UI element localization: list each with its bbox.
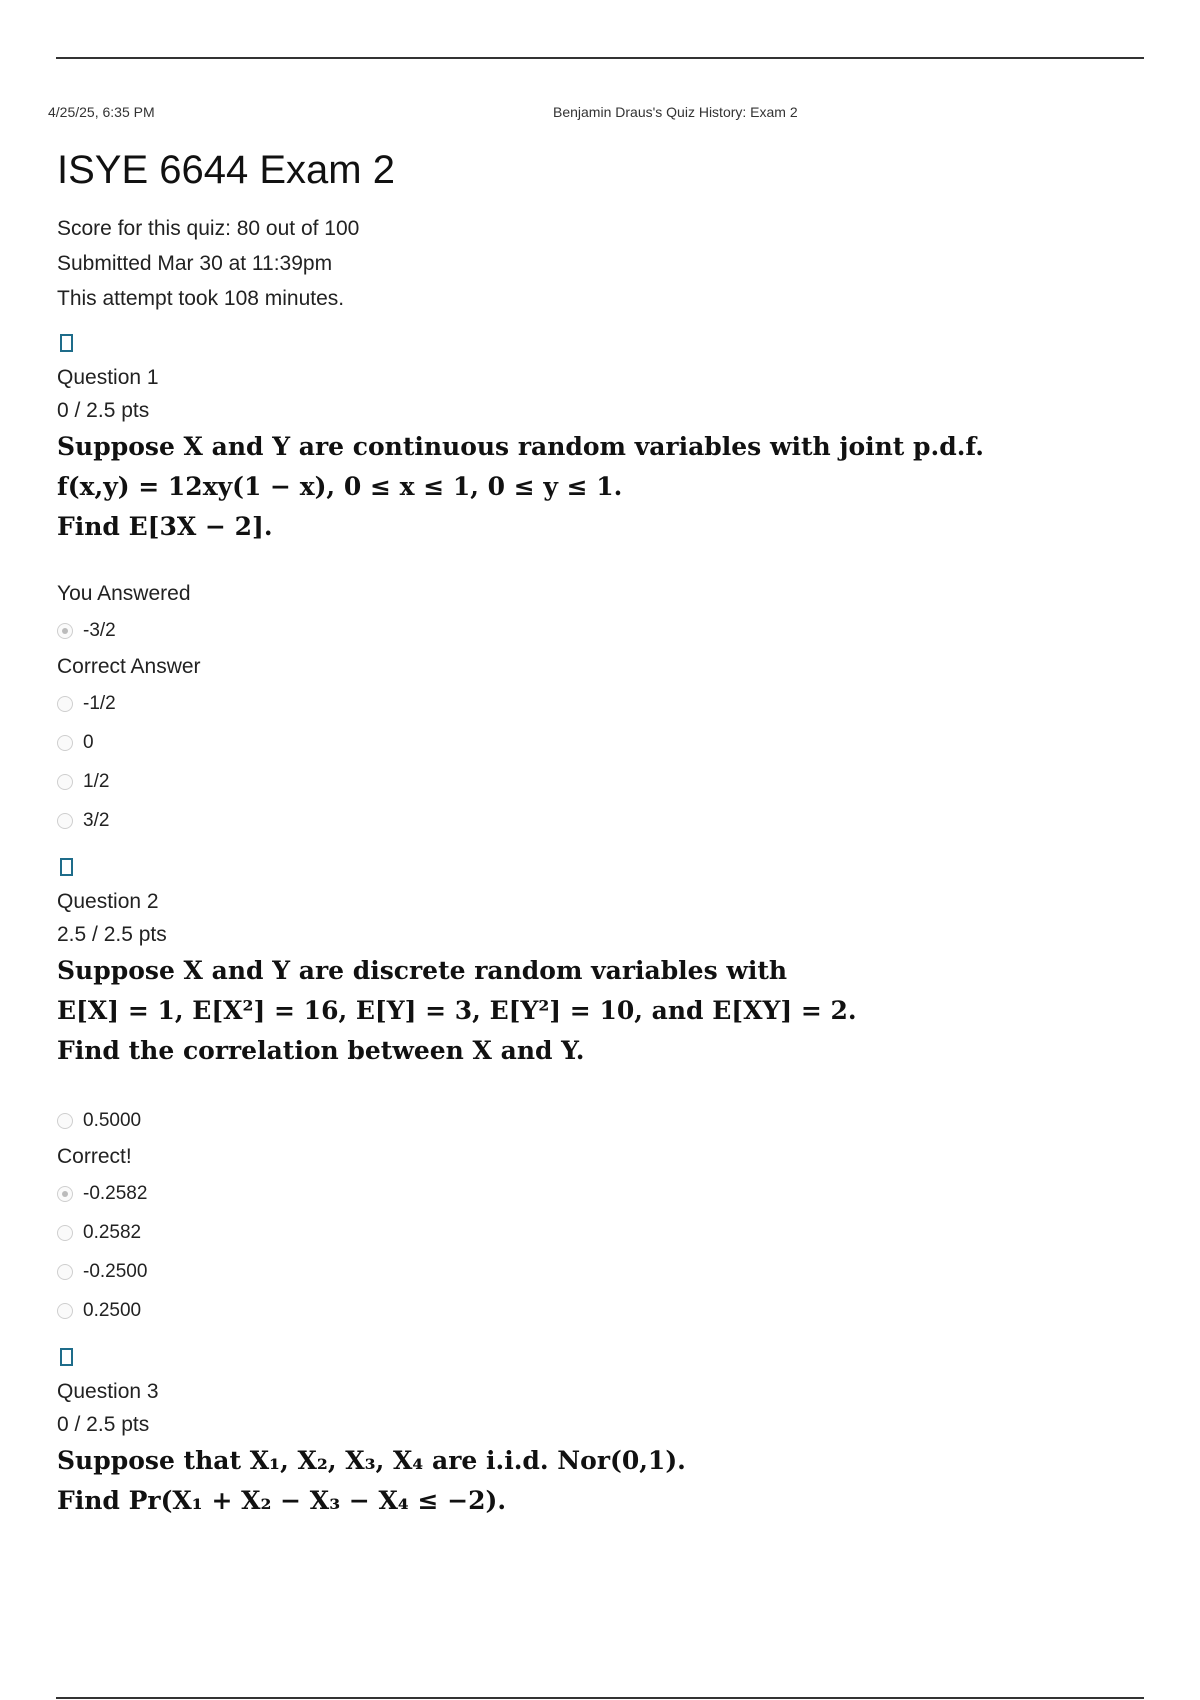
answer-option[interactable] [57,1174,1137,1213]
quiz-submitted: Submitted Mar 30 at 11:39pm [57,252,333,275]
question-points: 2.5 / 2.5 pts [57,923,167,946]
print-document-title: Benjamin Draus's Quiz History: Exam 2 [553,104,798,120]
bottom-rule [56,1697,1144,1699]
flag-question-icon[interactable] [60,334,73,352]
quiz-meta [57,211,1137,316]
question-text-line: f(x,y) = 12xy(1 − x), 0 ≤ x ≤ 1, 0 ≤ y ≤ 1. [57,472,623,501]
radio-icon[interactable] [57,735,73,751]
answer-option-label: 1/2 [83,770,110,792]
question-text-line: Find E[3X − 2]. [57,512,273,541]
answer-option-label: 3/2 [83,809,110,831]
radio-icon[interactable] [57,696,73,712]
question-2 [57,840,1137,1330]
quiz-duration: This attempt took 108 minutes. [57,287,345,310]
quiz-content [57,143,1137,1521]
question-text-line: Find the correlation between X and Y. [57,1036,585,1065]
radio-icon[interactable] [57,1113,73,1129]
quiz-score: Score for this quiz: 80 out of 100 [57,217,360,240]
answer-option-label: -0.2582 [83,1182,148,1204]
question-title: Question 2 [57,890,159,913]
answer-option[interactable] [57,611,1137,650]
answer-option-label: -0.2500 [83,1260,148,1282]
radio-icon[interactable] [57,774,73,790]
answer-option-label: -3/2 [83,619,116,641]
question-text-line: E[X] = 1, E[X²] = 16, E[Y] = 3, E[Y²] = 10, and E[XY] = 2. [57,996,857,1025]
answer-option[interactable] [57,1252,1137,1291]
answer-option-label: 0.5000 [83,1109,142,1131]
print-date: 4/25/25, 6:35 PM [48,104,155,120]
answer-option[interactable] [57,1101,1137,1140]
answer-option[interactable] [57,723,1137,762]
question-text-line: Suppose X and Y are continuous random variables with joint p.d.f. [57,432,984,461]
answer-option-label: 0.2500 [83,1299,142,1321]
question-points: 0 / 2.5 pts [57,399,150,422]
question-text-line: Find Pr(X₁ + X₂ − X₃ − X₄ ≤ −2). [57,1486,507,1515]
answer-option-label: 0.2582 [83,1221,142,1243]
answer-option-label: 0 [83,731,94,753]
question-title: Question 1 [57,366,159,389]
radio-icon[interactable] [57,1225,73,1241]
answer-option[interactable] [57,1213,1137,1252]
correct-answer-label: Correct Answer [57,655,201,678]
page-title: ISYE 6644 Exam 2 [57,148,395,192]
flag-question-icon[interactable] [60,858,73,876]
top-rule [56,57,1144,59]
answer-option[interactable] [57,684,1137,723]
radio-icon[interactable] [57,813,73,829]
answer-option[interactable] [57,801,1137,840]
question-text-line: Suppose that X₁, X₂, X₃, X₄ are i.i.d. Nor(0,1). [57,1446,686,1475]
question-3 [57,1330,1137,1521]
answer-option[interactable] [57,762,1137,801]
radio-icon[interactable] [57,1303,73,1319]
question-title: Question 3 [57,1380,159,1403]
radio-selected-icon[interactable] [57,623,73,639]
question-points: 0 / 2.5 pts [57,1413,150,1436]
you-answered-label: You Answered [57,582,191,605]
answer-option-label: -1/2 [83,692,116,714]
question-text-line: Suppose X and Y are discrete random variables with [57,956,788,985]
flag-question-icon[interactable] [60,1348,73,1366]
correct-label: Correct! [57,1145,132,1168]
question-1 [57,316,1137,840]
radio-selected-icon[interactable] [57,1186,73,1202]
radio-icon[interactable] [57,1264,73,1280]
answer-option[interactable] [57,1291,1137,1330]
